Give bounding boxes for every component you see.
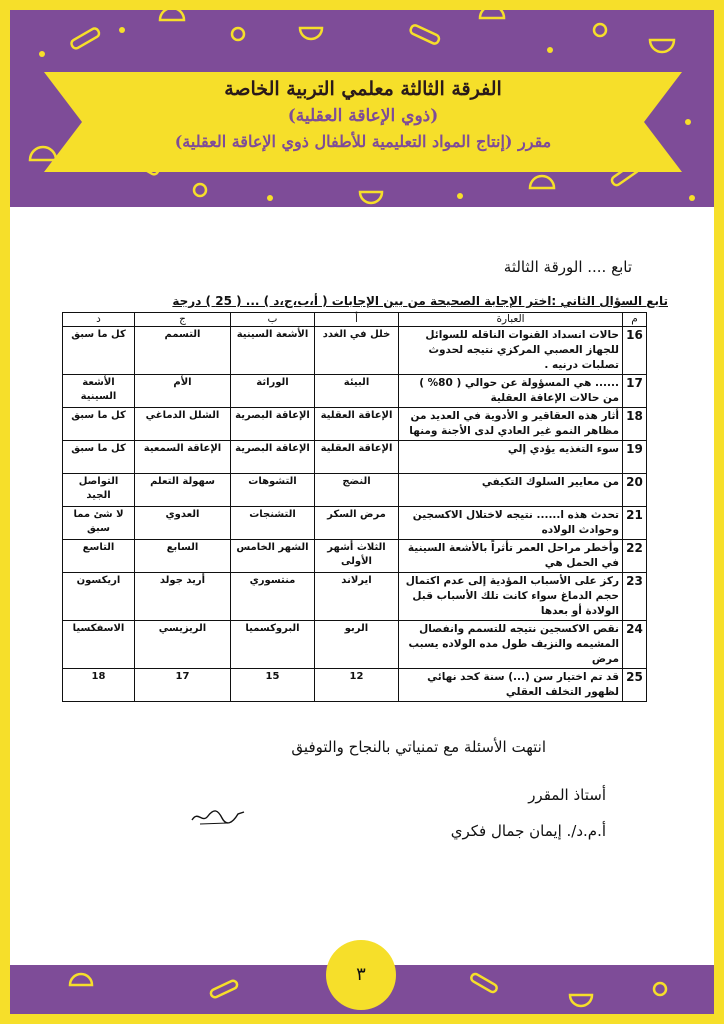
question-statement: تحدث هذه ا...... نتيجه لاختلال الاكسجين وحوادث الولاده <box>399 507 623 540</box>
table-row <box>63 327 647 375</box>
option-b: الأشعة السينية <box>231 327 315 375</box>
question-statement: ...... هي المسؤولة عن حوالي ( 80% ) من حالات الإعاقة العقلية <box>399 375 623 408</box>
option-a: مرض السكر <box>315 507 399 540</box>
option-b: 15 <box>231 669 315 702</box>
option-a: الإعاقة العقلية <box>315 408 399 441</box>
option-d: التاسع <box>63 540 135 573</box>
option-d: التواصل الجيد <box>63 474 135 507</box>
option-b: التشوهات <box>231 474 315 507</box>
option-d: كل ما سبق <box>63 327 135 375</box>
question-statement: سوء التغذيه يؤدي إلي <box>399 441 623 474</box>
title-ribbon <box>44 66 682 178</box>
table-row <box>63 669 647 702</box>
question-statement: ركز على الأسباب المؤدية إلى عدم اكتمال حجم الدماغ سواء كانت تلك الأسباب قبل الولادة أو بعدها <box>399 573 623 621</box>
question-number: 18 <box>623 408 647 441</box>
option-b: الشهر الخامس <box>231 540 315 573</box>
question-number: 17 <box>623 375 647 408</box>
header-line-2: (ذوي الإعاقة العقلية) <box>287 106 439 126</box>
header-option-b: ب <box>231 313 315 327</box>
question-number: 20 <box>623 474 647 507</box>
option-c: الريزيسي <box>135 621 231 669</box>
question-statement: حالات انسداد القنوات الناقله للسوائل للجهاز العصبي المركزي نتيجه لحدوث تصلبات درنيه . <box>399 327 623 375</box>
option-a: خلل في الغدد <box>315 327 399 375</box>
option-b: التشنجات <box>231 507 315 540</box>
header-option-d: د <box>63 313 135 327</box>
question-number: 21 <box>623 507 647 540</box>
option-c: الإعاقة السمعية <box>135 441 231 474</box>
option-a: الثلاث أشهر الأولى <box>315 540 399 573</box>
header-option-a: أ <box>315 313 399 327</box>
option-b: الوراثة <box>231 375 315 408</box>
handwritten-signature <box>188 804 248 828</box>
table-row <box>63 408 647 441</box>
option-c: 17 <box>135 669 231 702</box>
option-d: 18 <box>63 669 135 702</box>
header-line-1: الفرقة الثالثة معلمي التربية الخاصة <box>224 78 502 100</box>
option-a: الإعاقة العقلية <box>315 441 399 474</box>
question-number: 23 <box>623 573 647 621</box>
questions-table <box>62 312 647 702</box>
option-c: الشلل الدماغي <box>135 408 231 441</box>
closing-message: انتهت الأسئلة مع تمنياتي بالنجاح والتوفيق <box>291 738 546 756</box>
option-a: الربو <box>315 621 399 669</box>
page-number: ٣ <box>326 940 396 1010</box>
option-d: لا شئ مما سبق <box>63 507 135 540</box>
option-c: السابع <box>135 540 231 573</box>
option-c: الأم <box>135 375 231 408</box>
option-c: العدوي <box>135 507 231 540</box>
continuation-label: تابع .... الورقة الثالثة <box>503 258 632 276</box>
table-header-row <box>63 313 647 327</box>
table-row <box>63 507 647 540</box>
header-option-c: ج <box>135 313 231 327</box>
table-row <box>63 441 647 474</box>
question-number: 22 <box>623 540 647 573</box>
table-row <box>63 573 647 621</box>
option-d: الأشعة السينية <box>63 375 135 408</box>
question-number: 19 <box>623 441 647 474</box>
instructor-name: أ.م.د/. إيمان جمال فكري <box>450 822 606 840</box>
signature-title: أستاذ المقرر <box>528 786 606 804</box>
question-title: تابع السؤال الثاني :اختر الإجابة الصحيحة من بين الإجابات ( أ،ب،ج،د ) ... ( 25 ) درجة <box>172 294 668 308</box>
option-b: البروكسميا <box>231 621 315 669</box>
table-row <box>63 474 647 507</box>
question-statement: قد تم اختيار سن (...) سنة كحد نهائي لظهور التخلف العقلي <box>399 669 623 702</box>
question-statement: نقص الاكسجين نتيجه للتسمم وانفصال المشيمه والنزيف طول مده الولاده يسبب مرض <box>399 621 623 669</box>
table-row <box>63 621 647 669</box>
option-d: كل ما سبق <box>63 441 135 474</box>
header-num: م <box>623 313 647 327</box>
option-c: أريد جولد <box>135 573 231 621</box>
option-a: 12 <box>315 669 399 702</box>
option-c: سهولة التعلم <box>135 474 231 507</box>
option-d: الاسفكسيا <box>63 621 135 669</box>
question-number: 24 <box>623 621 647 669</box>
question-number: 25 <box>623 669 647 702</box>
question-statement: وأخطر مراحل العمر تأثراً بالأشعة السينية في الحمل هي <box>399 540 623 573</box>
question-statement: من معايير السلوك التكيفي <box>399 474 623 507</box>
option-a: النضج <box>315 474 399 507</box>
option-b: الإعاقة البصرية <box>231 441 315 474</box>
table-row <box>63 540 647 573</box>
option-a: ايرلاند <box>315 573 399 621</box>
option-b: الإعاقة البصرية <box>231 408 315 441</box>
header-course-title: مقرر (إنتاج المواد التعليمية للأطفال ذوي الإعاقة العقلية) <box>174 132 552 151</box>
option-d: كل ما سبق <box>63 408 135 441</box>
option-d: اريكسون <box>63 573 135 621</box>
question-number: 16 <box>623 327 647 375</box>
table-row <box>63 375 647 408</box>
question-statement: أثار هذه العقاقير و الأدوية في العديد من مظاهر النمو غير العادي لدى الأجنة ومنها <box>399 408 623 441</box>
option-c: التسمم <box>135 327 231 375</box>
option-b: منتسوري <box>231 573 315 621</box>
option-a: البيئة <box>315 375 399 408</box>
header-statement: العبارة <box>399 313 623 327</box>
